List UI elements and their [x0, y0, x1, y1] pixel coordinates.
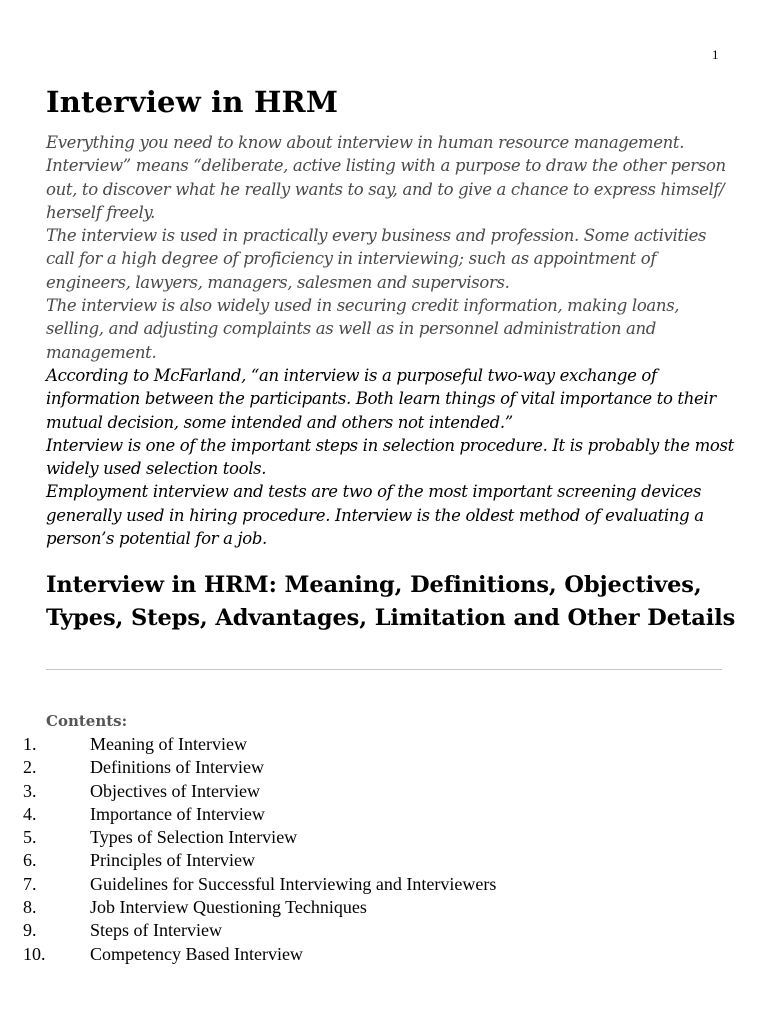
item-label: Meaning of Interview [90, 734, 247, 754]
contents-item[interactable] [0, 733, 700, 756]
item-number: 1. [23, 734, 37, 754]
intro-body [46, 131, 736, 550]
item-label: Importance of Interview [90, 803, 265, 824]
item-number: 8. [23, 897, 37, 918]
paragraph: Interview is one of the important steps in selection procedure. It is probably the most widely used selection tools. [46, 435, 734, 479]
contents-item[interactable] [0, 780, 700, 803]
paragraph: The interview is also widely used in securing credit information, making loans, selling, and adjusting complaints as well as in personnel administration and management. [46, 296, 680, 362]
item-label: Principles of Interview [90, 850, 255, 871]
item-number: 4. [23, 803, 37, 824]
item-label: Steps of Interview [90, 920, 222, 941]
paragraph: The interview is used in practically every business and profession. Some activities call for a high degree of proficiency in interviewing; such as appointment of engineers, lawyers, managers, salesmen and supervisors. [46, 226, 707, 292]
contents-label: Contents: [46, 712, 128, 730]
page-title: Interview in HRM [46, 85, 339, 119]
item-number: 7. [23, 873, 37, 894]
contents-item[interactable] [0, 943, 700, 966]
item-label: Job Interview Questioning Techniques [90, 897, 367, 918]
contents-item[interactable] [0, 826, 700, 849]
contents-list [0, 733, 700, 966]
item-number: 6. [23, 850, 37, 871]
item-number: 3. [23, 780, 37, 801]
paragraph: Employment interview and tests are two of the most important screening devices generally used in hiring procedure. Interview is the oldest method of evaluating a person’s potential for a job. [46, 482, 704, 549]
page-number: 1 [712, 47, 719, 62]
divider [46, 669, 722, 670]
contents-item[interactable] [0, 873, 700, 896]
paragraph: Everything you need to know about interview in human resource management. Interview” means “deliberate, active listing with a purpose to draw the other person out, to discover what he really wants to say, and to give a chance to express himself/ herself freely. [46, 133, 726, 222]
item-label: Guidelines for Successful Interviewing and Interviewers [90, 873, 497, 894]
item-label: Definitions of Interview [90, 757, 264, 778]
item-label: Objectives of Interview [90, 780, 260, 801]
contents-item[interactable] [0, 919, 700, 942]
contents-item[interactable] [0, 896, 700, 919]
item-number: 9. [23, 920, 37, 941]
contents-item[interactable] [0, 756, 700, 779]
section-heading: Interview in HRM: Meaning, Definitions, Objectives, Types, Steps, Advantages, Limitation and Other Details [46, 572, 736, 631]
item-label: Competency Based Interview [90, 943, 303, 964]
contents-item[interactable] [0, 803, 700, 826]
item-number: 10. [23, 943, 46, 964]
paragraph: According to McFarland, “an interview is a purposeful two-way exchange of information between the participants. Both learn things of vital importance to their mutual decision, some intended and others not intended.” [46, 365, 716, 432]
item-number: 2. [23, 757, 37, 778]
contents-item[interactable] [0, 849, 700, 872]
item-number: 5. [23, 827, 37, 848]
item-label: Types of Selection Interview [90, 827, 298, 848]
